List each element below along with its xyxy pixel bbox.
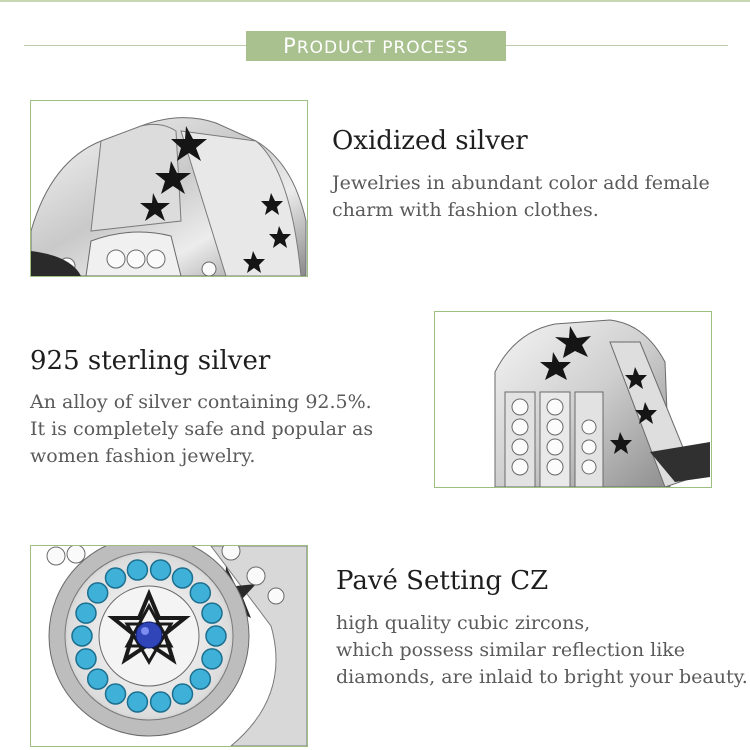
feature-description-line: charm with fashion clothes. [332, 199, 599, 221]
blue-stone [190, 583, 210, 603]
oxidized-silver-photo [30, 100, 308, 277]
pave-setting-photo [30, 545, 308, 747]
top-divider [0, 0, 750, 2]
section-header [246, 31, 506, 61]
blue-stone [106, 684, 126, 704]
blue-stone [151, 560, 171, 580]
blue-stone [127, 692, 147, 712]
feature-description [30, 389, 373, 470]
blue-stone [72, 626, 92, 646]
feature-description [332, 170, 710, 224]
blue-stone [106, 568, 126, 588]
feature-title: Oxidized silver [332, 126, 528, 156]
feature-description-line: high quality cubic zircons, [336, 612, 591, 634]
blue-stone [202, 649, 222, 669]
feature-title: Pavé Setting CZ [336, 566, 549, 596]
blue-stone [151, 692, 171, 712]
blue-stone [127, 560, 147, 580]
sterling-silver-photo [434, 311, 712, 488]
header-rule-left [24, 45, 246, 46]
blue-stone [173, 684, 193, 704]
section-header-first-letter: P [283, 34, 297, 58]
feature-description-line: It is completely safe and popular as [30, 418, 374, 440]
feature-description-line: Jewelries in abundant color add female [332, 172, 710, 194]
feature-description-line: An alloy of silver containing 92.5%. [30, 391, 372, 413]
header-rule-right [506, 45, 728, 46]
feature-description [336, 610, 748, 691]
feature-description-line: diamonds, are inlaid to bright your beauty. [336, 666, 748, 688]
feature-description-line: which possess similar reflection like [336, 639, 686, 661]
blue-stone [206, 626, 226, 646]
blue-stone [88, 583, 108, 603]
section-header-text: RODUCT PROCESS [296, 38, 469, 58]
blue-stone [202, 603, 222, 623]
blue-stone [76, 603, 96, 623]
feature-description-line: women fashion jewelry. [30, 445, 256, 467]
blue-stone [88, 669, 108, 689]
blue-stone [190, 669, 210, 689]
feature-title: 925 sterling silver [30, 346, 271, 376]
blue-stone [76, 649, 96, 669]
blue-stone [173, 568, 193, 588]
